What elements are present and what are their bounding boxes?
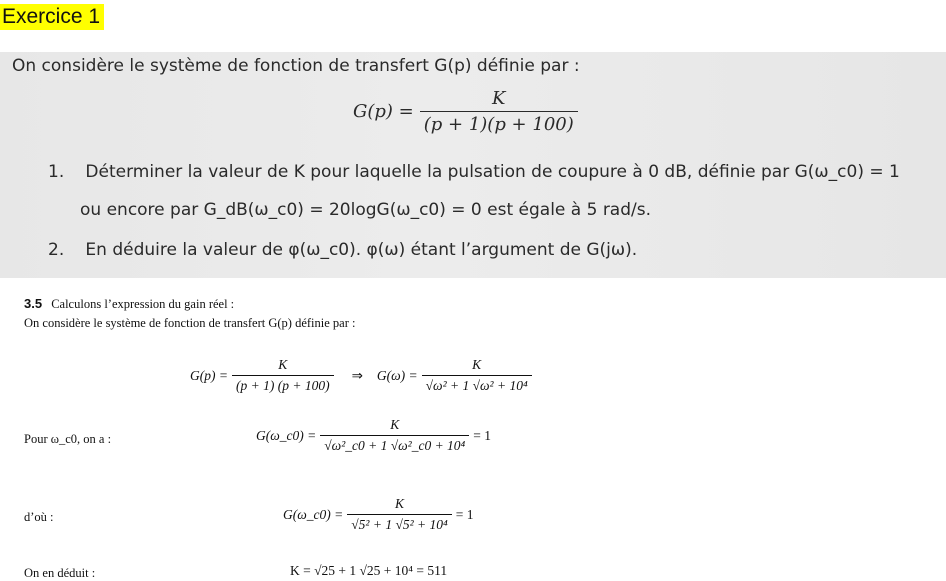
gain-eq-denominator-2: √ω² + 1 √ω² + 10⁴ — [422, 375, 532, 394]
cutoff-eq-numerator: K — [390, 417, 400, 432]
transfer-function-equation — [353, 88, 578, 135]
equation-fraction — [420, 88, 578, 135]
exercise-photo — [0, 52, 946, 278]
question-2 — [48, 240, 637, 260]
gain-eq-denominator: (p + 1) (p + 100) — [232, 375, 334, 394]
gain-eq-numerator-2: K — [472, 357, 482, 372]
cutoff-equation — [256, 417, 491, 454]
numeric-eq-numerator: K — [394, 496, 404, 511]
section-title: Calculons l’expression du gain réel : — [51, 297, 235, 311]
section-number: 3.5 — [24, 296, 43, 311]
gain-eq-lhs-2: G(ω) = — [376, 367, 418, 383]
equation-lhs: G(p) = — [353, 101, 414, 122]
label-deduit: On en déduit : — [24, 566, 96, 580]
question-1 — [48, 162, 900, 182]
implies-arrow: ⇒ — [351, 367, 363, 383]
gain-eq-fraction — [232, 357, 334, 394]
solution-intro: On considère le système de fonction de transfert G(p) définie par : — [24, 316, 356, 330]
cutoff-eq-fraction — [320, 417, 469, 454]
numeric-eq-denominator: √5² + 1 √5² + 10⁴ — [347, 514, 451, 533]
cutoff-eq-lhs: G(ω_c0) = — [256, 427, 317, 443]
numeric-equation — [283, 496, 473, 533]
question-2-text: En déduire la valeur de φ(ω_c0). φ(ω) étant l’argument de G(jω). — [85, 240, 638, 260]
equation-numerator: K — [492, 88, 506, 109]
question-2-number: 2. — [48, 240, 65, 260]
numeric-eq-fraction — [347, 496, 451, 533]
numeric-eq-lhs: G(ω_c0) = — [283, 506, 344, 522]
result-equation: K = √25 + 1 √25 + 10⁴ = 511 — [290, 563, 448, 578]
exercise-intro: On considère le système de fonction de transfert G(p) définie par : — [12, 56, 580, 76]
section-heading — [24, 296, 234, 312]
cutoff-eq-denominator: √ω²_c0 + 1 √ω²_c0 + 10⁴ — [320, 435, 469, 454]
gain-eq-numerator: K — [278, 357, 288, 372]
cutoff-eq-rhs: = 1 — [473, 427, 491, 443]
question-1-line-1: Déterminer la valeur de K pour laquelle la pulsation de coupure à 0 dB, définie par G(ω_c0) = 1 — [85, 162, 900, 182]
question-1-line-2: ou encore par G_dB(ω_c0) = 20logG(ω_c0) = 0 est égale à 5 rad/s. — [80, 200, 652, 220]
gain-eq-fraction-2 — [422, 357, 532, 394]
label-dou: d’où : — [24, 510, 54, 524]
exercise-title: Exercice 1 — [0, 4, 104, 30]
question-1-number: 1. — [48, 162, 65, 182]
label-pour: Pour ω_c0, on a : — [24, 432, 112, 446]
gain-eq-lhs: G(p) = — [190, 367, 228, 383]
numeric-eq-rhs: = 1 — [455, 506, 474, 522]
gain-equation — [190, 357, 536, 394]
equation-denominator: (p + 1)(p + 100) — [420, 111, 578, 135]
